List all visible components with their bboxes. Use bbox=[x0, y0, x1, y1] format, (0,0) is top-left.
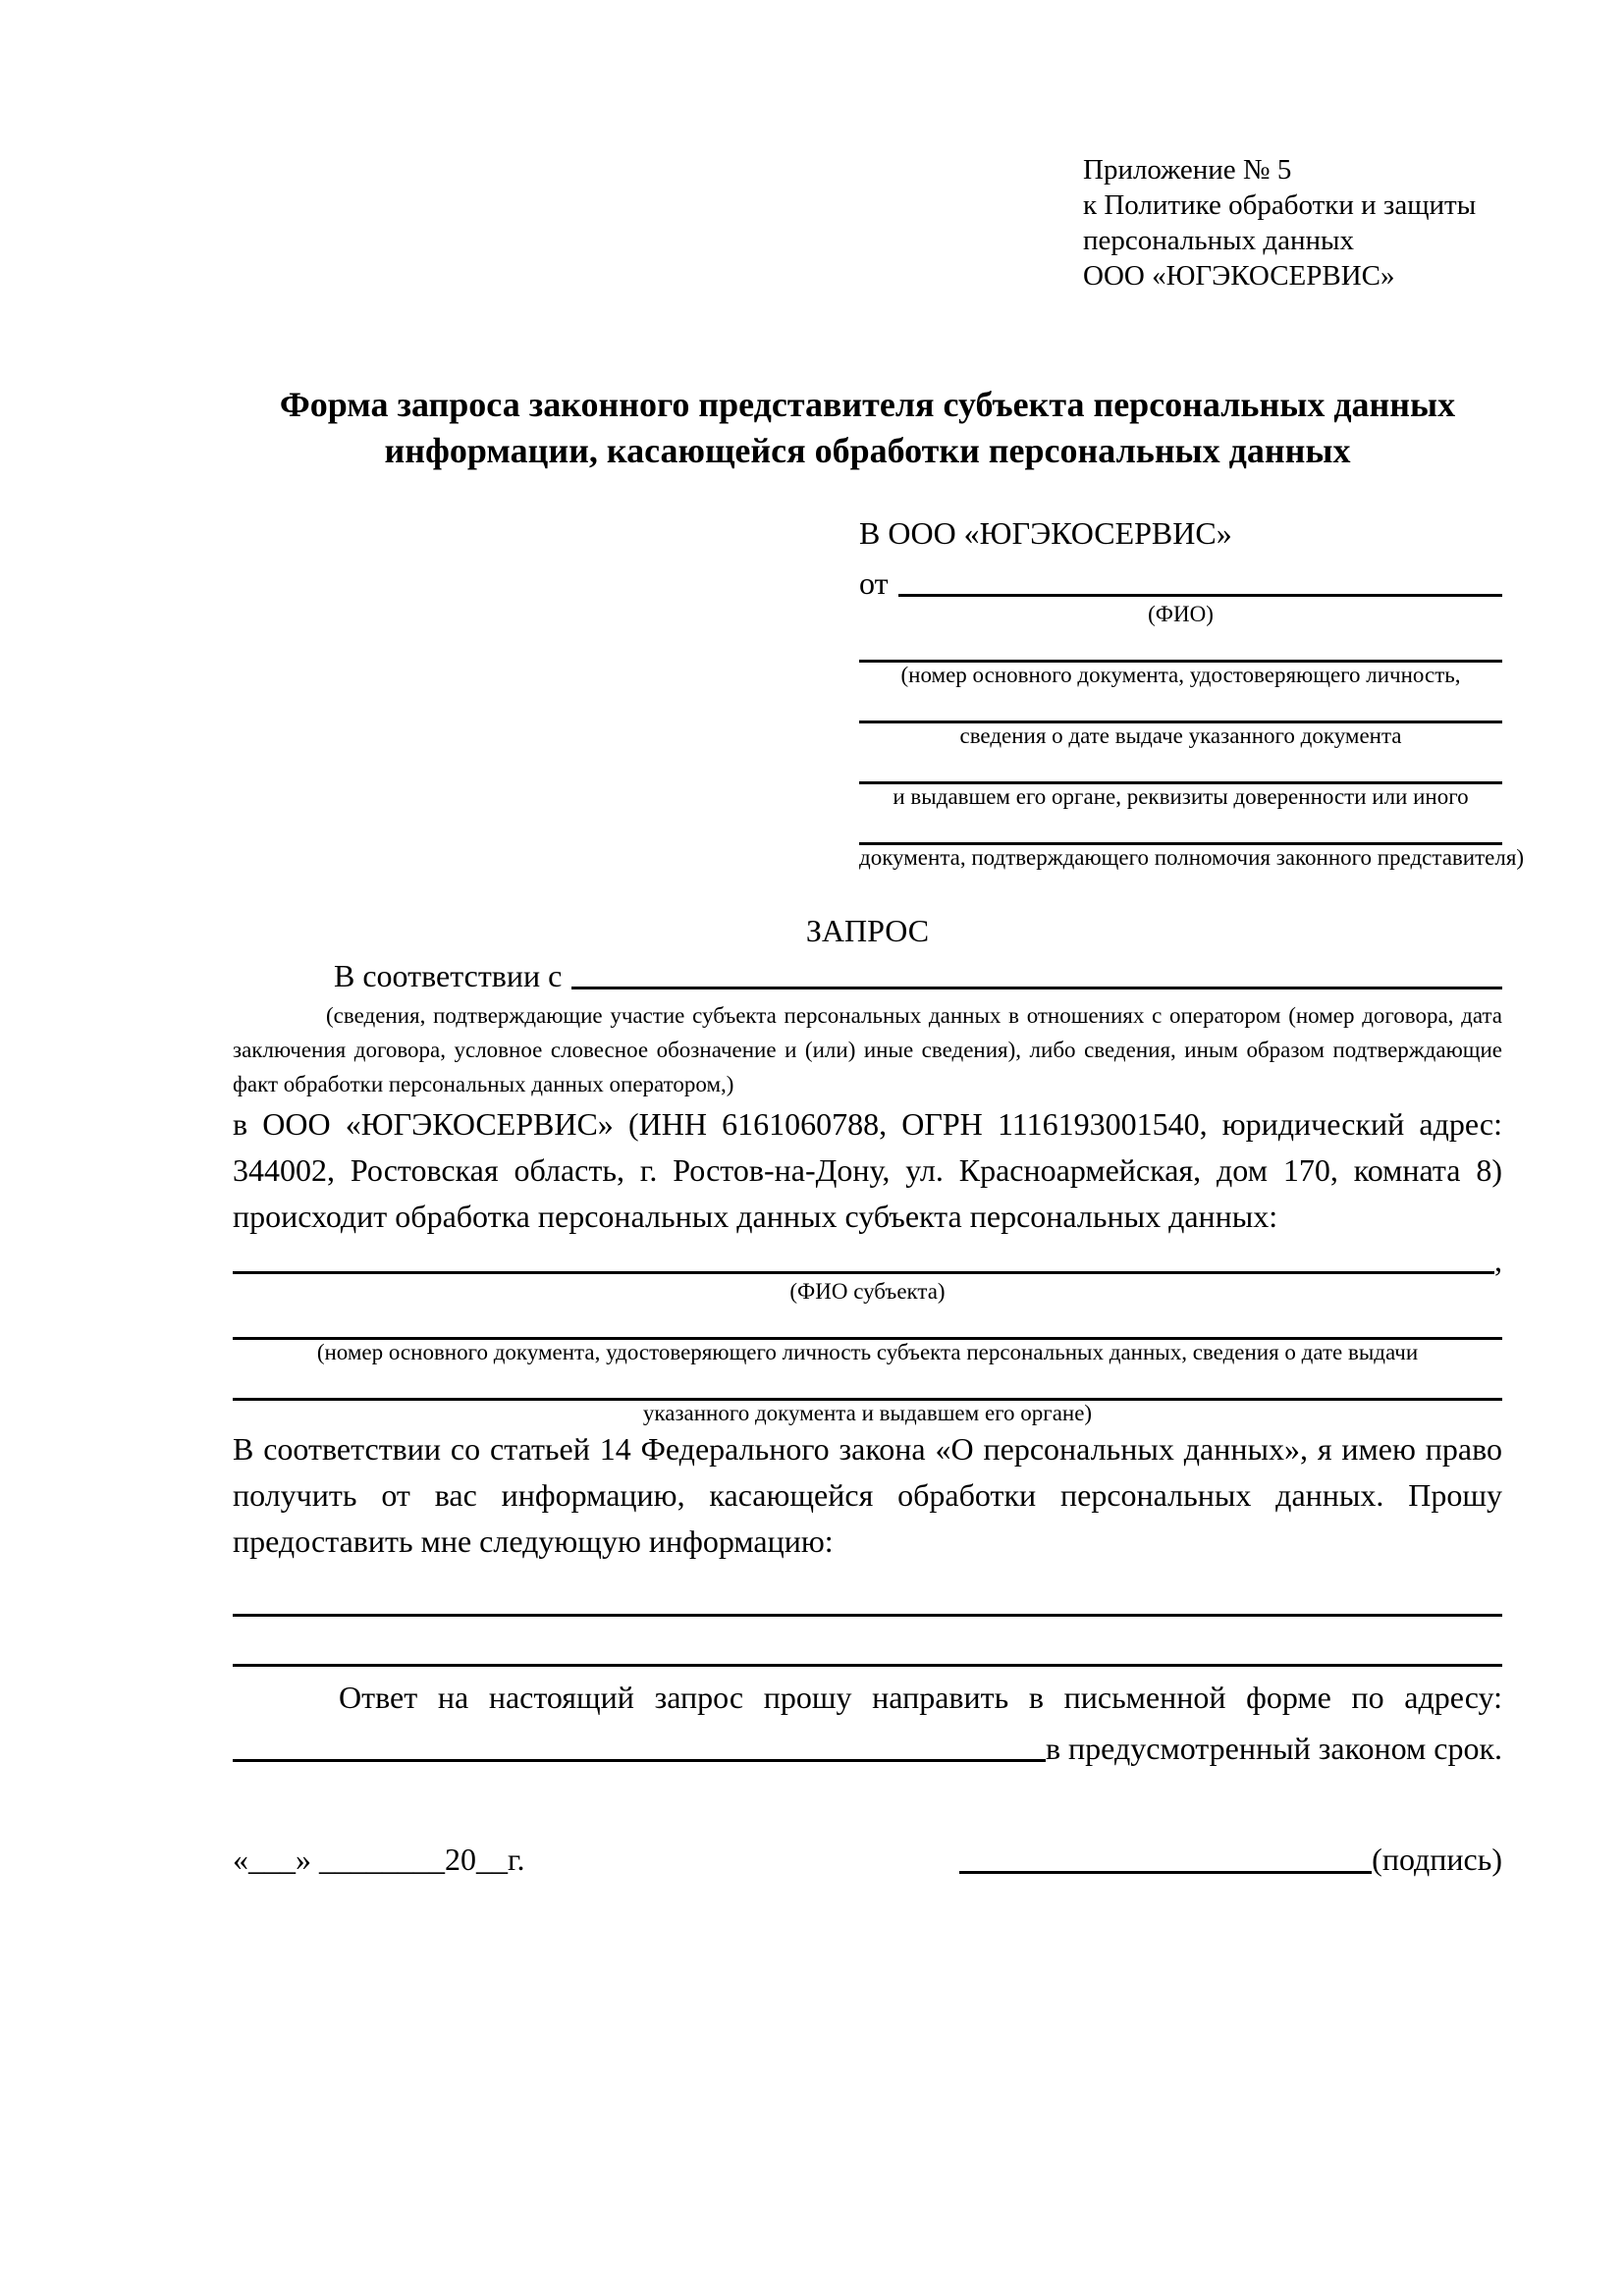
info-fill-line-1[interactable] bbox=[233, 1565, 1502, 1617]
address-fill-line[interactable] bbox=[233, 1759, 1046, 1762]
document-title-line-1: Форма запроса законного представителя субъекта персональных данных bbox=[279, 385, 1456, 424]
annex-note bbox=[1083, 152, 1502, 294]
answer-paragraph: Ответ на настоящий запрос прошу направить в письменной форме по адресу: bbox=[339, 1680, 1502, 1715]
fio-caption: (ФИО) bbox=[1148, 602, 1214, 626]
annex-line-2: к Политике обработки и защиты bbox=[1083, 189, 1477, 221]
annex-line-3: персональных данных bbox=[1083, 225, 1355, 256]
trailing-comma: , bbox=[1494, 1243, 1502, 1278]
doc-fill-line-3[interactable] bbox=[859, 749, 1502, 784]
doc-caption-1: (номер основного документа, удостоверяющего личность, bbox=[900, 663, 1461, 687]
addressee-company: В ООО «ЮГЭКОСЕРВИС» bbox=[859, 515, 1232, 551]
subject-doc-fill-line-1[interactable] bbox=[233, 1305, 1502, 1340]
info-fill-line-2[interactable] bbox=[233, 1617, 1502, 1667]
basis-note: (сведения, подтверждающие участие субъекта персональных данных в отношениях с оператором (номер договора, дата заключения договора, условное словесное обозначение и (или) иные сведения), либо сведения, иным образом подтверждающие факт обработки персональных данных оператором,) bbox=[233, 1003, 1502, 1096]
from-row bbox=[859, 553, 1502, 602]
doc-caption-4: документа, подтверждающего полномочия законного представителя) bbox=[859, 845, 1525, 870]
document-title-line-2: информации, касающейся обработки персональных данных bbox=[384, 431, 1351, 470]
basis-row bbox=[233, 951, 1502, 994]
annex-line-1: Приложение № 5 bbox=[1083, 154, 1292, 186]
law-paragraph: В соответствии со статьей 14 Федерального закона «О персональных данных», я имею право получить от вас информацию, касающейся обработки персональных данных. Прошу предоставить мне следующую информацию: bbox=[233, 1431, 1502, 1559]
subject-doc-fill-line-2[interactable] bbox=[233, 1365, 1502, 1401]
doc-fill-line-4[interactable] bbox=[859, 810, 1502, 845]
subject-fio-row bbox=[233, 1240, 1502, 1279]
date-field[interactable]: «___» ________20__г. bbox=[233, 1842, 525, 1877]
annex-line-4: ООО «ЮГЭКОСЕРВИС» bbox=[1083, 260, 1395, 292]
footer-row bbox=[233, 1836, 1502, 1879]
basis-fill-line[interactable] bbox=[571, 987, 1502, 989]
doc-fill-line-2[interactable] bbox=[859, 688, 1502, 723]
signature-block bbox=[959, 1836, 1502, 1879]
signature-caption: (подпись) bbox=[1372, 1842, 1502, 1877]
request-heading: ЗАПРОС bbox=[805, 913, 930, 948]
basis-label: В соответствии с bbox=[334, 958, 563, 993]
answer-deadline: в предусмотренный законом срок. bbox=[1045, 1731, 1502, 1766]
operator-paragraph: в ООО «ЮГЭКОСЕРВИС» (ИНН 6161060788, ОГРН 1116193001540, юридический адрес: 344002, Ростовская область, г. Ростов-на-Дону, ул. Красноармейская, дом 170, комната 8) происходит обработка персональных данных субъекта персональных данных: bbox=[233, 1106, 1502, 1234]
subject-fio-caption: (ФИО субъекта) bbox=[789, 1279, 946, 1304]
subject-doc-caption-2: указанного документа и выдавшем его органе) bbox=[642, 1401, 1093, 1425]
subject-fio-fill-line[interactable] bbox=[233, 1271, 1494, 1274]
document-title bbox=[233, 382, 1502, 474]
subject-doc-caption-1: (номер основного документа, удостоверяющего личность субъекта персональных данных, сведения о дате выдачи bbox=[316, 1340, 1419, 1364]
doc-caption-2: сведения о дате выдаче указанного документа bbox=[959, 723, 1402, 748]
addressee-block bbox=[859, 513, 1525, 871]
doc-caption-3: и выдавшем его органе, реквизиты доверенности или иного bbox=[893, 784, 1469, 809]
doc-fill-line-1[interactable] bbox=[859, 627, 1502, 663]
fio-fill-line[interactable] bbox=[898, 594, 1502, 597]
from-label: от bbox=[859, 565, 889, 601]
signature-fill-line[interactable] bbox=[959, 1836, 1372, 1874]
answer-address-row bbox=[233, 1721, 1502, 1767]
